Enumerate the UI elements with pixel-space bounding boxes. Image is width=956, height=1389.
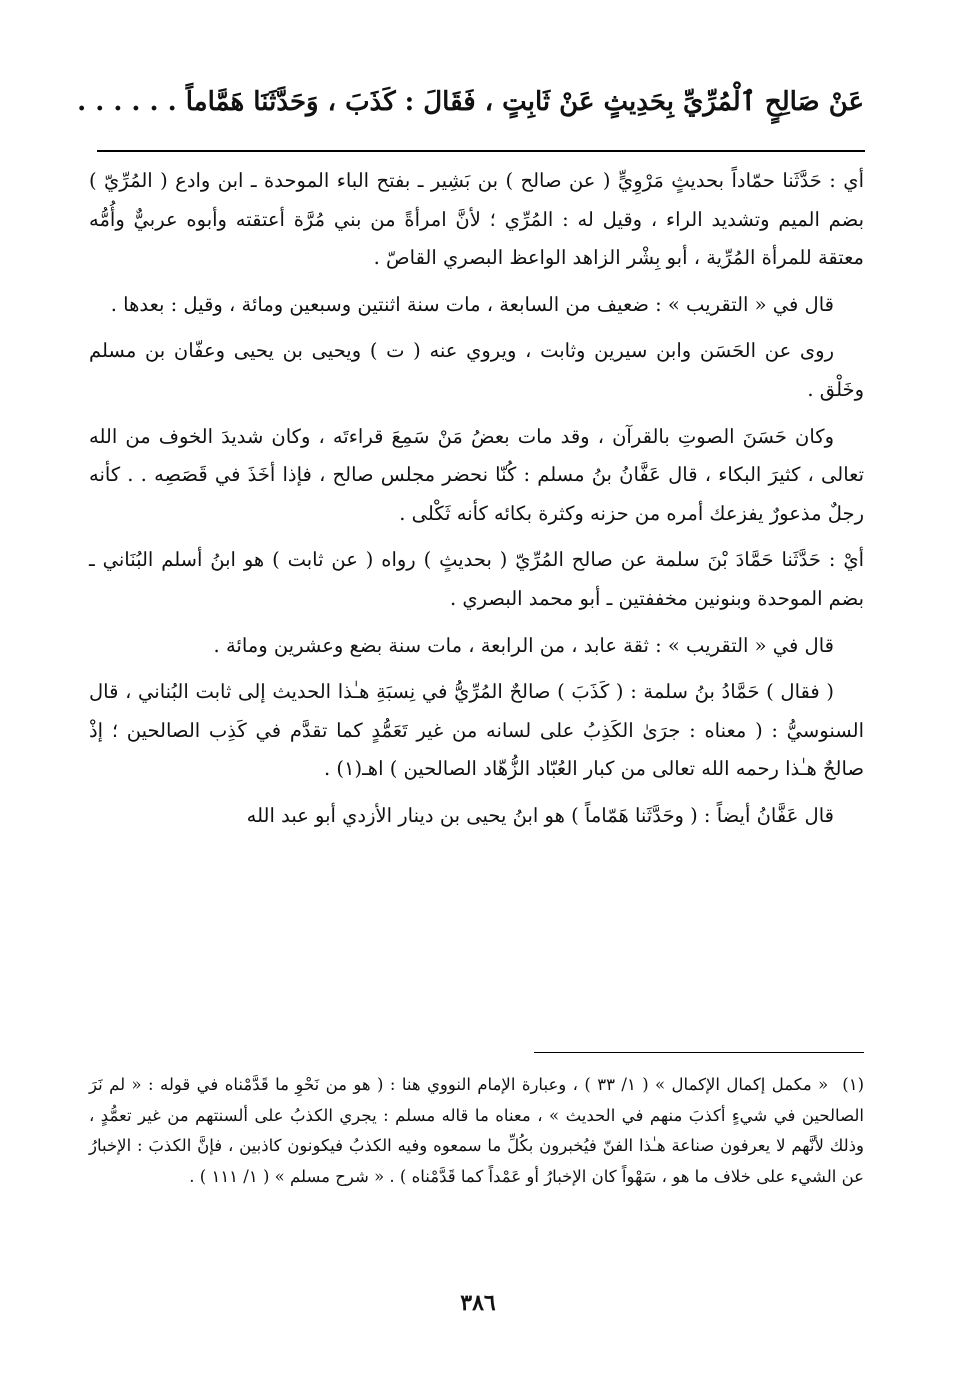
hadith-text-line: عَنْ صَالِحٍ ٱلْمُرِّيِّ بِحَدِيثٍ عَنْ ثَابِتٍ ، فَقَالَ : كَذَبَ ، وَحَدَّثَنَا هَمَّاماً . . . . . .: [77, 87, 864, 117]
paragraph-taqrib-saleh: قال في « التقريب » : ضعيف من السابعة ، مات سنة اثنتين وسبعين ومائة ، وقيل : بعدها .: [110, 292, 834, 316]
paragraph-hammam: قال عَفَّانُ أيضاً : ( وحَدَّثَنا هَمّاماً ) هو ابنُ يحيى بن دينار الأزدي أبو عبد الله: [246, 803, 834, 827]
page-number: ٣٨٦: [460, 1290, 496, 1316]
footnotes: [89, 1070, 864, 1192]
paragraph-kadhab: ( فقال ) حَمَّادُ بنُ سلمة : ( كَذَبَ ) صالحٌ المُرِّيُّ في نِسبَةِ هـٰذا الحديث إلى ثابت البُناني ، قال السنوسيُّ : ( معناه : جرَىٰ الكَذِبُ على لسانه من غير تَعَمُّدٍ كما تقدَّم في كَذِب الصالحين ؛ إذْ صالحٌ هـٰذا رحمه الله تعالى من كبار العُبّاد الزُّهّاد الصالحين ) اهـ(١) .: [89, 680, 864, 781]
footnote-item: [89, 1070, 864, 1192]
paragraph-thabit: أيْ : حَدَّثَنا حَمَّادَ بْنَ سلمة عن صالح المُرِّيّ ( بحديثٍ ) رواه ( عن ثابت ) هو ابنُ أسلم البُنَاني ـ بضم الموحدة وبنونين مخففتين ـ أبو محمد البصري .: [89, 548, 864, 610]
paragraph-saleh-voice: وكان حَسَنَ الصوتِ بالقرآن ، وقد مات بعضُ مَنْ سَمِعَ قراءتَه ، وكان شديدَ الخوف من الله تعالى ، كثيرَ البكاء ، قال عَفَّانُ بنُ مسلم : كُنّا نحضر مجلس صالح ، فإذا أخَذَ في قَصَصِه . . كأنه رجلٌ مذعورٌ يفزعك أمره من حزنه وكثرة بكائه كأنه ثَكْلى .: [89, 424, 864, 525]
header-divider: [97, 150, 865, 152]
paragraph-taqrib-thabit: قال في « التقريب » : ثقة عابد ، من الرابعة ، مات سنة بضع وعشرين ومائة .: [213, 633, 834, 657]
footnote-divider: [534, 1052, 864, 1053]
footnote-number: (١): [842, 1075, 864, 1094]
commentary-body: [89, 162, 864, 844]
paragraph-narrations-saleh: روى عن الحَسَن وابن سيرين وثابت ، ويروي عنه ( ت ) ويحيى بن يحيى وعفّان بن مسلم وخَلْق .: [89, 339, 864, 401]
paragraph-narrator-saleh: أي : حَدَّثَنا حمّاداً بحديثٍ مَرْوِيٍّ ( عن صالح ) بن بَشِير ـ بفتح الباء الموحدة ـ ابن وادع ( المُرِّيّ ) بضم الميم وتشديد الراء ، وقيل له : المُرِّي ؛ لأنَّ امرأةً من بني مُرَّة أعتقته وأبوه عربيٌّ وأُمُّه معتقة للمرأة المُرِّية ، أبو بِشْر الزاهد الواعظ البصري القاصّ .: [89, 169, 865, 270]
footnote-text: « مكمل إكمال الإكمال » ( ١/ ٣٣ ) ، وعبارة الإمام النووي هنا : ( هو من نَحْوِ ما قَدَّمْناه في قوله : « لم نَرَ الصالحين في شيءٍ أكذبَ منهم في الحديث » ، معناه ما قاله مسلم : يجري الكذبُ على ألسنتهم من غير تعمُّدٍ ، وذلك لأنَّهم لا يعرفون صناعة هـٰذا الفنّ فيُخبرون بكُلِّ ما سمعوه وفيه الكذبُ فيكونون كاذبين ، فإنَّ الكذبَ : الإخبارُ عن الشيء على خلاف ما هو ، سَهْواً كان الإخبارُ أو عَمْداً كما قَدَّمْناه ) . « شرح مسلم » ( ١/ ١١١ ) .: [89, 1075, 864, 1186]
